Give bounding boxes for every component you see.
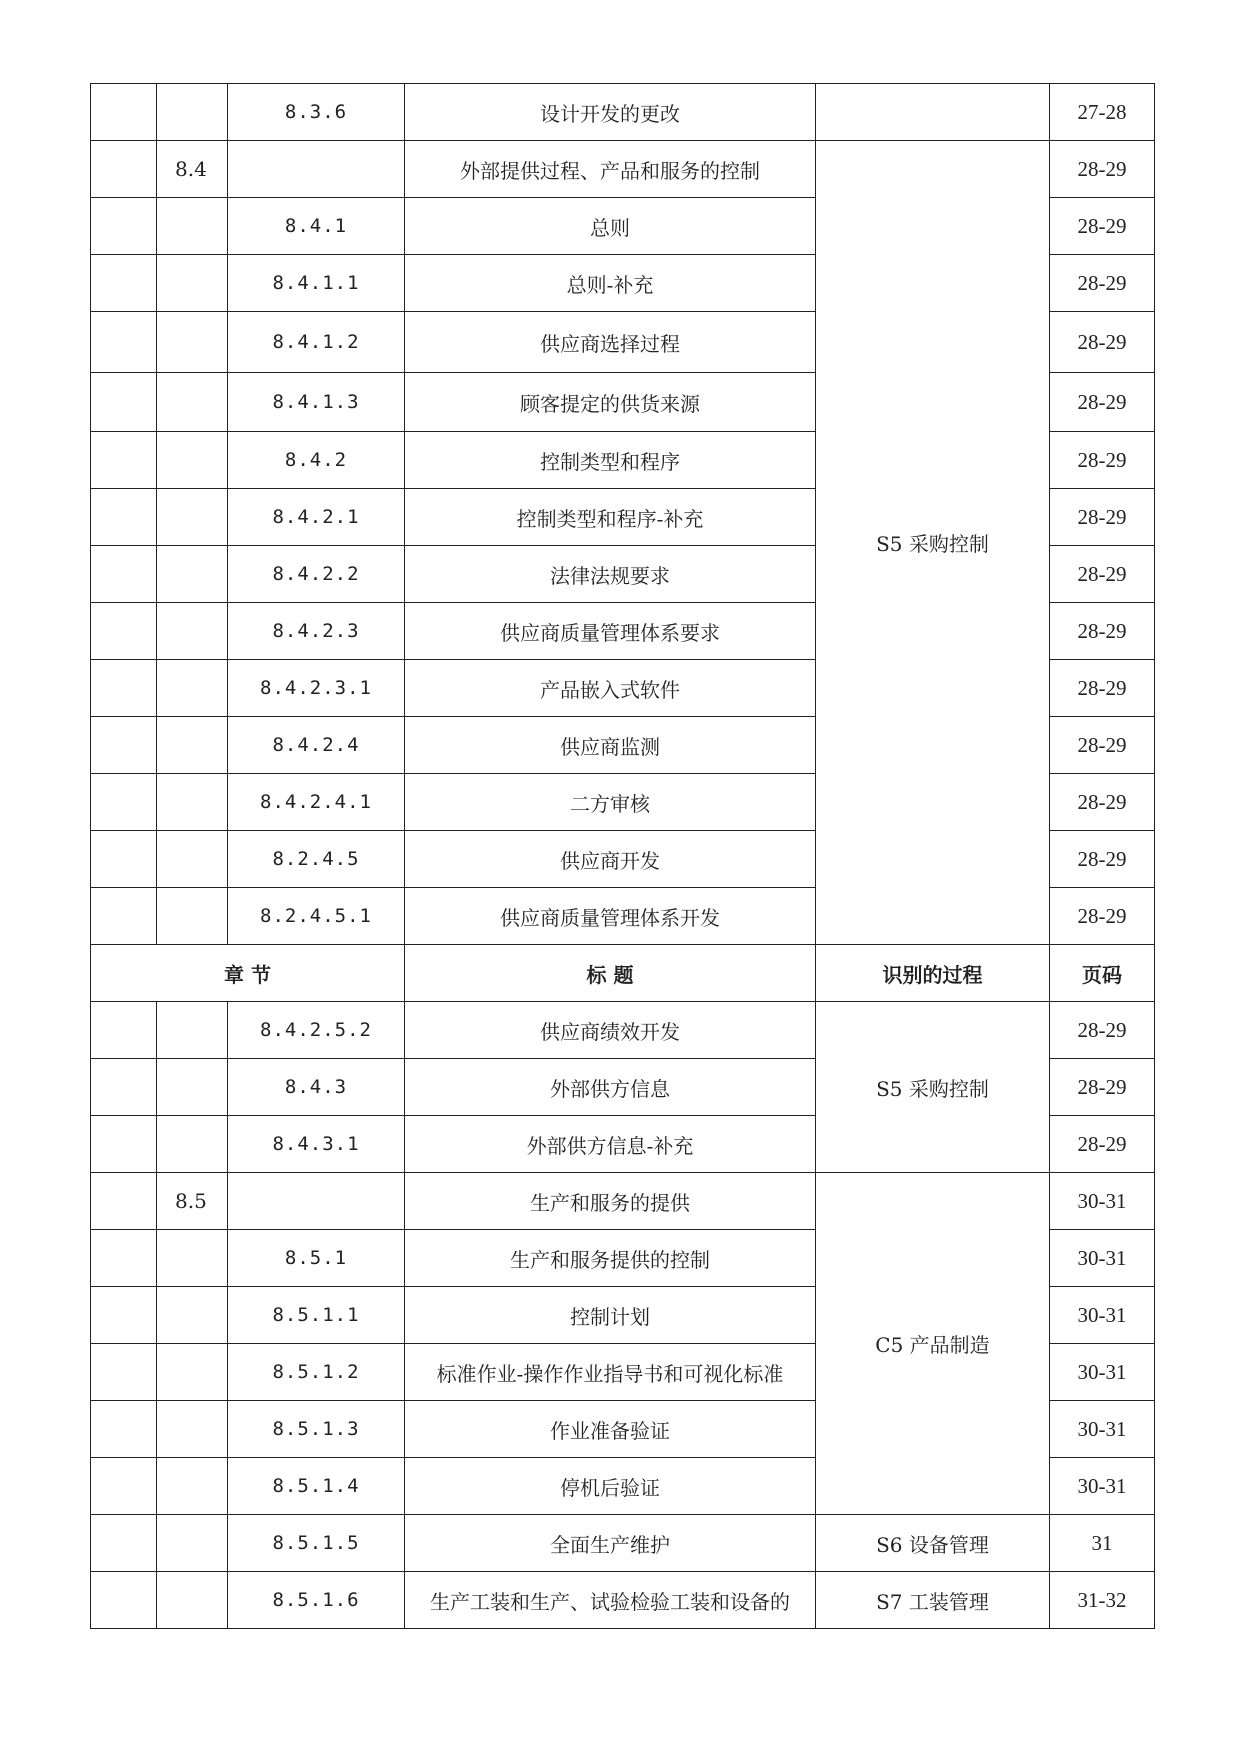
section-l2-cell bbox=[157, 660, 228, 717]
section-l2-cell bbox=[157, 1287, 228, 1344]
page-range-cell: 28-29 bbox=[1050, 1059, 1155, 1116]
section-l2-cell bbox=[157, 255, 228, 312]
section-l2-cell bbox=[157, 1401, 228, 1458]
page-range-cell: 28-29 bbox=[1050, 141, 1155, 198]
chapter-cell bbox=[91, 1059, 157, 1116]
chapter-cell bbox=[91, 198, 157, 255]
clause-number-cell: 8.5.1.4 bbox=[228, 1458, 405, 1515]
clause-number-cell: 8.3.6 bbox=[228, 84, 405, 141]
process-cell-s5-purchasing: S5 采购控制 bbox=[816, 141, 1050, 945]
clause-title-cell: 供应商监测 bbox=[405, 717, 816, 774]
clause-number-cell: 8.4.1.1 bbox=[228, 255, 405, 312]
clause-number-cell: 8.2.4.5 bbox=[228, 831, 405, 888]
section-l2-cell bbox=[157, 432, 228, 489]
page-range-cell: 28-29 bbox=[1050, 489, 1155, 546]
chapter-cell bbox=[91, 603, 157, 660]
clause-number-cell: 8.5.1.2 bbox=[228, 1344, 405, 1401]
clause-title-cell: 供应商开发 bbox=[405, 831, 816, 888]
clause-title-cell: 顾客提定的供货来源 bbox=[405, 373, 816, 432]
table-row bbox=[91, 1515, 1155, 1572]
clause-title-cell: 外部提供过程、产品和服务的控制 bbox=[405, 141, 816, 198]
clause-number-cell: 8.4.2.5.2 bbox=[228, 1002, 405, 1059]
page-range-cell: 30-31 bbox=[1050, 1458, 1155, 1515]
section-l2-cell bbox=[157, 1572, 228, 1629]
header-process: 识别的过程 bbox=[816, 945, 1050, 1002]
page-range-cell: 30-31 bbox=[1050, 1230, 1155, 1287]
clause-number-cell: 8.4.2.3 bbox=[228, 603, 405, 660]
page-range-cell: 28-29 bbox=[1050, 546, 1155, 603]
section-l2-cell: 8.5 bbox=[157, 1173, 228, 1230]
clause-number-cell: 8.4.3 bbox=[228, 1059, 405, 1116]
clause-number-cell: 8.4.2.4.1 bbox=[228, 774, 405, 831]
clause-title-cell: 全面生产维护 bbox=[405, 1515, 816, 1572]
page-range-cell: 28-29 bbox=[1050, 1116, 1155, 1173]
chapter-cell bbox=[91, 1173, 157, 1230]
chapter-cell bbox=[91, 1401, 157, 1458]
section-l2-cell bbox=[157, 312, 228, 373]
clause-title-cell: 作业准备验证 bbox=[405, 1401, 816, 1458]
section-l2-cell bbox=[157, 1116, 228, 1173]
section-l2-cell bbox=[157, 888, 228, 945]
page-range-cell: 31 bbox=[1050, 1515, 1155, 1572]
chapter-cell bbox=[91, 255, 157, 312]
page-range-cell: 28-29 bbox=[1050, 312, 1155, 373]
clause-index-table bbox=[90, 83, 1155, 1629]
clause-title-cell: 生产工装和生产、试验检验工装和设备的 bbox=[405, 1572, 816, 1629]
section-l2-cell: 8.4 bbox=[157, 141, 228, 198]
column-header-row bbox=[91, 945, 1155, 1002]
clause-number-cell: 8.4.2 bbox=[228, 432, 405, 489]
chapter-cell bbox=[91, 831, 157, 888]
process-cell-s5-purchasing: S5 采购控制 bbox=[816, 1002, 1050, 1173]
chapter-cell bbox=[91, 1287, 157, 1344]
clause-title-cell: 生产和服务提供的控制 bbox=[405, 1230, 816, 1287]
clause-title-cell: 停机后验证 bbox=[405, 1458, 816, 1515]
clause-number-cell bbox=[228, 141, 405, 198]
clause-title-cell: 控制类型和程序-补充 bbox=[405, 489, 816, 546]
section-l2-cell bbox=[157, 198, 228, 255]
clause-number-cell: 8.5.1.5 bbox=[228, 1515, 405, 1572]
clause-number-cell: 8.4.2.2 bbox=[228, 546, 405, 603]
section-l2-cell bbox=[157, 603, 228, 660]
table-row bbox=[91, 1572, 1155, 1629]
section-l2-cell bbox=[157, 546, 228, 603]
page-range-cell: 30-31 bbox=[1050, 1173, 1155, 1230]
clause-title-cell: 总则-补充 bbox=[405, 255, 816, 312]
clause-number-cell: 8.5.1.6 bbox=[228, 1572, 405, 1629]
header-page: 页码 bbox=[1050, 945, 1155, 1002]
chapter-cell bbox=[91, 888, 157, 945]
clause-title-cell: 设计开发的更改 bbox=[405, 84, 816, 141]
clause-title-cell: 供应商质量管理体系开发 bbox=[405, 888, 816, 945]
page-range-cell: 30-31 bbox=[1050, 1401, 1155, 1458]
section-l2-cell bbox=[157, 1458, 228, 1515]
section-l2-cell bbox=[157, 1059, 228, 1116]
page-range-cell: 28-29 bbox=[1050, 198, 1155, 255]
clause-number-cell: 8.5.1 bbox=[228, 1230, 405, 1287]
page-range-cell: 27-28 bbox=[1050, 84, 1155, 141]
section-l2-cell bbox=[157, 774, 228, 831]
clause-number-cell: 8.4.1 bbox=[228, 198, 405, 255]
clause-title-cell: 控制计划 bbox=[405, 1287, 816, 1344]
page-range-cell: 28-29 bbox=[1050, 603, 1155, 660]
clause-title-cell: 供应商质量管理体系要求 bbox=[405, 603, 816, 660]
clause-title-cell: 外部供方信息-补充 bbox=[405, 1116, 816, 1173]
clause-number-cell: 8.4.1.2 bbox=[228, 312, 405, 373]
chapter-cell bbox=[91, 373, 157, 432]
clause-title-cell: 生产和服务的提供 bbox=[405, 1173, 816, 1230]
clause-title-cell: 供应商选择过程 bbox=[405, 312, 816, 373]
chapter-cell bbox=[91, 774, 157, 831]
clause-title-cell: 二方审核 bbox=[405, 774, 816, 831]
process-cell bbox=[816, 84, 1050, 141]
chapter-cell bbox=[91, 1002, 157, 1059]
process-cell-s6-equipment: S6 设备管理 bbox=[816, 1515, 1050, 1572]
clause-number-cell bbox=[228, 1173, 405, 1230]
page-range-cell: 31-32 bbox=[1050, 1572, 1155, 1629]
page-range-cell: 28-29 bbox=[1050, 660, 1155, 717]
page-range-cell: 28-29 bbox=[1050, 888, 1155, 945]
chapter-cell bbox=[91, 84, 157, 141]
clause-number-cell: 8.2.4.5.1 bbox=[228, 888, 405, 945]
header-section: 章 节 bbox=[91, 945, 405, 1002]
clause-number-cell: 8.4.2.3.1 bbox=[228, 660, 405, 717]
page-range-cell: 28-29 bbox=[1050, 373, 1155, 432]
page-range-cell: 30-31 bbox=[1050, 1287, 1155, 1344]
clause-title-cell: 法律法规要求 bbox=[405, 546, 816, 603]
chapter-cell bbox=[91, 1515, 157, 1572]
section-l2-cell bbox=[157, 489, 228, 546]
page-range-cell: 28-29 bbox=[1050, 717, 1155, 774]
page-range-cell: 30-31 bbox=[1050, 1344, 1155, 1401]
section-l2-cell bbox=[157, 373, 228, 432]
process-cell-s7-tooling: S7 工装管理 bbox=[816, 1572, 1050, 1629]
clause-number-cell: 8.4.2.4 bbox=[228, 717, 405, 774]
chapter-cell bbox=[91, 546, 157, 603]
clause-number-cell: 8.4.2.1 bbox=[228, 489, 405, 546]
chapter-cell bbox=[91, 489, 157, 546]
chapter-cell bbox=[91, 1116, 157, 1173]
chapter-cell bbox=[91, 1344, 157, 1401]
section-l2-cell bbox=[157, 831, 228, 888]
section-l2-cell bbox=[157, 84, 228, 141]
section-l2-cell bbox=[157, 1515, 228, 1572]
clause-number-cell: 8.5.1.3 bbox=[228, 1401, 405, 1458]
clause-title-cell: 标准作业-操作作业指导书和可视化标准 bbox=[405, 1344, 816, 1401]
page-range-cell: 28-29 bbox=[1050, 255, 1155, 312]
table-row bbox=[91, 1002, 1155, 1059]
chapter-cell bbox=[91, 1458, 157, 1515]
section-l2-cell bbox=[157, 1230, 228, 1287]
section-l2-cell bbox=[157, 1344, 228, 1401]
page-range-cell: 28-29 bbox=[1050, 432, 1155, 489]
process-cell-c5-manufacturing: C5 产品制造 bbox=[816, 1173, 1050, 1515]
clause-title-cell: 产品嵌入式软件 bbox=[405, 660, 816, 717]
chapter-cell bbox=[91, 1230, 157, 1287]
table-row bbox=[91, 84, 1155, 141]
page-range-cell: 28-29 bbox=[1050, 831, 1155, 888]
clause-title-cell: 供应商绩效开发 bbox=[405, 1002, 816, 1059]
chapter-cell bbox=[91, 717, 157, 774]
chapter-cell bbox=[91, 1572, 157, 1629]
chapter-cell bbox=[91, 141, 157, 198]
page-range-cell: 28-29 bbox=[1050, 774, 1155, 831]
clause-title-cell: 控制类型和程序 bbox=[405, 432, 816, 489]
clause-title-cell: 总则 bbox=[405, 198, 816, 255]
clause-title-cell: 外部供方信息 bbox=[405, 1059, 816, 1116]
chapter-cell bbox=[91, 660, 157, 717]
page-range-cell: 28-29 bbox=[1050, 1002, 1155, 1059]
table-row bbox=[91, 1173, 1155, 1230]
clause-number-cell: 8.4.1.3 bbox=[228, 373, 405, 432]
clause-number-cell: 8.4.3.1 bbox=[228, 1116, 405, 1173]
chapter-cell bbox=[91, 312, 157, 373]
clause-number-cell: 8.5.1.1 bbox=[228, 1287, 405, 1344]
section-l2-cell bbox=[157, 1002, 228, 1059]
chapter-cell bbox=[91, 432, 157, 489]
header-title: 标 题 bbox=[405, 945, 816, 1002]
table-row bbox=[91, 141, 1155, 198]
section-l2-cell bbox=[157, 717, 228, 774]
